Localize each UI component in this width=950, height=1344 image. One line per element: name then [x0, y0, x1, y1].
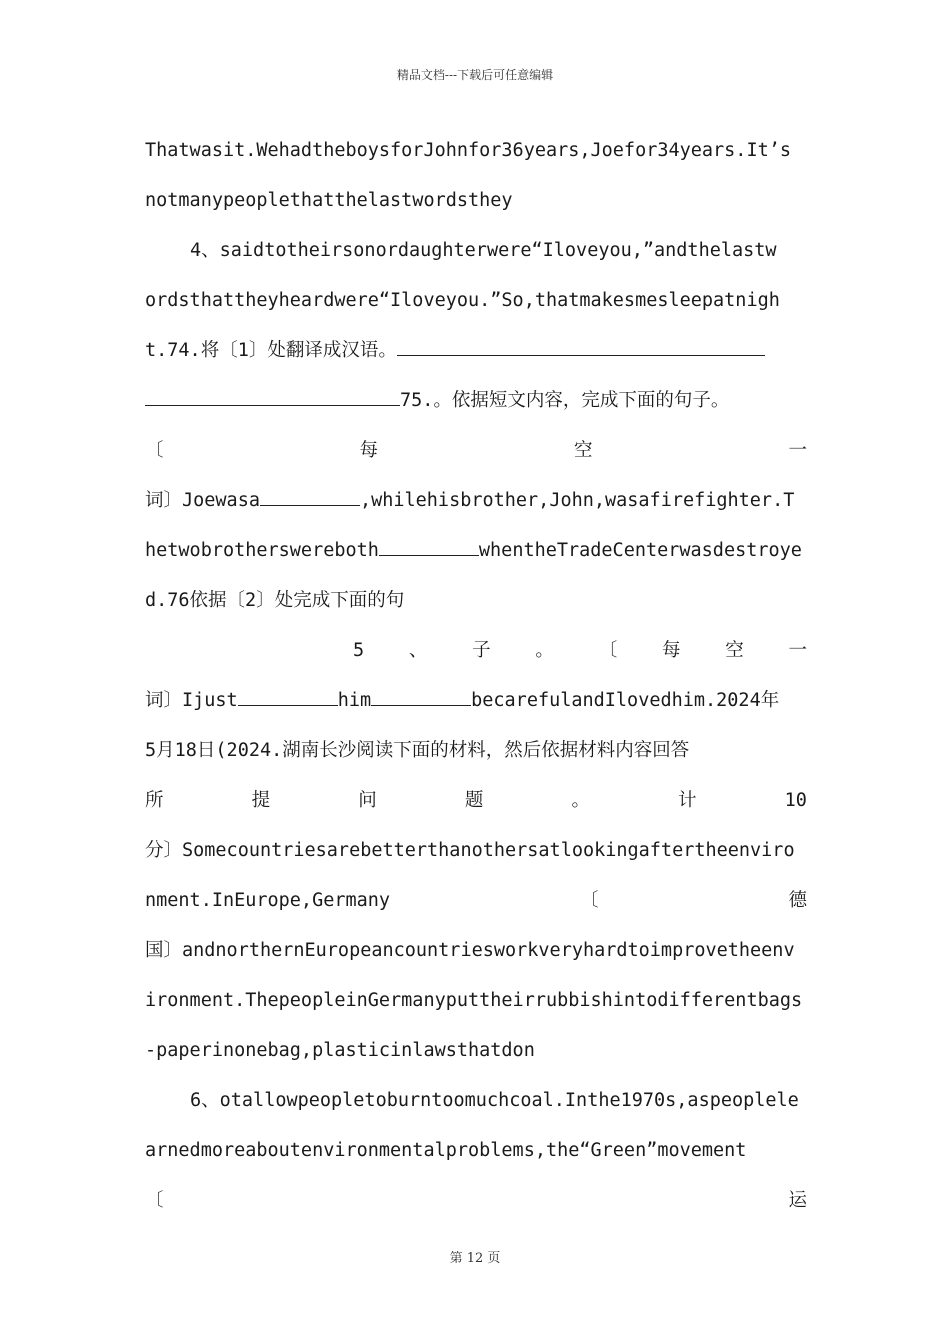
text-line [145, 876, 807, 926]
word: 运 [788, 1190, 807, 1211]
answer-blank[interactable] [379, 538, 479, 556]
text-segment: him [337, 690, 372, 711]
text-line [145, 1176, 807, 1226]
word: 问 [358, 790, 377, 811]
word: 提 [251, 790, 271, 811]
text-line [145, 326, 807, 376]
word: 〔 [598, 640, 618, 661]
text-segment: whentheTradeCenterwasdestroye [478, 540, 802, 561]
word: 所 [145, 790, 164, 811]
answer-blank[interactable] [260, 488, 360, 506]
word: 计 [678, 790, 697, 811]
text-segment: 词〕Ijust [145, 690, 238, 711]
word: 10 [784, 790, 807, 811]
word: 空 [725, 640, 744, 661]
text-line: d.76依据〔2〕处完成下面的句 [145, 590, 405, 611]
text-line [145, 626, 807, 676]
text-line: Thatwasit.WehadtheboysforJohnfor36years,Joefor34years.It’s [145, 140, 792, 161]
word: 。 [571, 790, 590, 811]
word: 一 [788, 440, 807, 461]
text-segment: 词〕Joewasa [145, 490, 260, 511]
text-segment: nment.InEurope,Germany [145, 890, 391, 911]
page-footer: 第 12 页 [449, 1251, 501, 1266]
word: 5 [353, 640, 365, 661]
question-75: 75.。依据短文内容，完成下面的句子。 [400, 390, 730, 411]
answer-blank[interactable] [238, 688, 338, 706]
text-line: 4、saidtotheirsonordaughterwere“Iloveyou,”andthelastw [190, 240, 777, 261]
page-header: 精品文档---下载后可任意编辑 [396, 68, 554, 82]
text-line: ordsthattheyheardwere“Iloveyou.”So,thatmakesmesleepatnigh [145, 290, 780, 311]
text-segment: becarefulandIlovedhim.2024年 [471, 690, 780, 711]
text-line: arnedmoreaboutenvironmentalproblems,the“Green”movement [145, 1140, 747, 1161]
word: 每 [359, 440, 378, 461]
word: 、 [408, 640, 428, 661]
word: 一 [788, 640, 807, 661]
text-line: 5月18日(2024.湖南长沙阅读下面的材料，然后依据材料内容回答 [145, 740, 690, 761]
word: 题 [464, 790, 484, 811]
word: 子 [472, 640, 491, 661]
text-segment: ,whilehisbrother,John,wasafirefighter.T [359, 490, 795, 511]
text-line [145, 526, 807, 576]
text-line: ironment.ThepeopleinGermanyputtheirrubbishintodifferentbags [145, 990, 803, 1011]
answer-blank[interactable] [397, 338, 765, 356]
word: 空 [573, 440, 593, 461]
text-line [145, 376, 807, 426]
text-line [145, 426, 807, 476]
question-74: t.74.将〔1〕处翻译成汉语。 [145, 340, 397, 361]
document-body [145, 126, 807, 1226]
word: 〔 [580, 890, 599, 911]
text-line: -paperinonebag,plasticinlawsthatdon [145, 1040, 535, 1061]
text-line [145, 776, 807, 826]
text-line: notmanypeoplethatthelastwordsthey [145, 190, 513, 211]
text-line: 国〕andnorthernEuropeancountriesworkveryhardtoimprovetheenv [145, 940, 795, 961]
word: 。 [535, 640, 554, 661]
word: 〔 [145, 440, 164, 461]
text-line: 分〕Somecountriesarebetterthanothersatlookingaftertheenviro [145, 840, 795, 861]
word: 德 [788, 890, 807, 911]
text-line [145, 476, 807, 526]
answer-blank[interactable] [371, 688, 471, 706]
text-line: 6、otallowpeopletoburntoomuchcoal.Inthe1970s,aspeoplele [190, 1090, 799, 1111]
word: 每 [661, 640, 681, 661]
text-segment: hetwobrotherswereboth [145, 540, 379, 561]
answer-blank[interactable] [145, 388, 400, 406]
text-line [145, 676, 807, 726]
word: 〔 [145, 1190, 164, 1211]
